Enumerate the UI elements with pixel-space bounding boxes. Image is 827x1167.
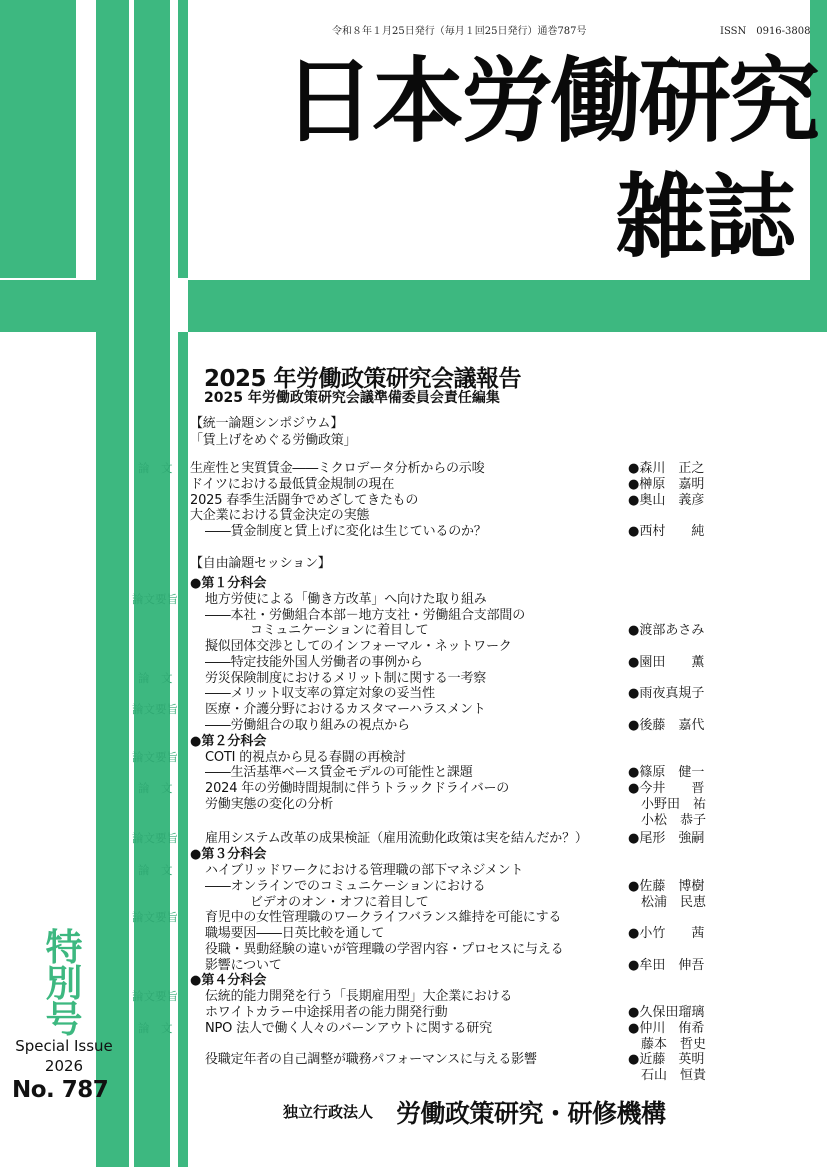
issue-number: No. 787 [12,1077,109,1103]
article-title: ドイツにおける最低賃金規制の現在 [190,476,395,492]
toc-row [0,524,827,539]
session-title: ●第３分科会 [190,847,267,862]
article-title: 地方労使による「働き方改革」へ向けた取り組み [205,591,487,607]
session-heading [0,847,827,862]
article-title: 雇用システム改革の成果検証（雇用流動化政策は実を結んだか？） [205,831,588,847]
toc-row [0,781,827,796]
toc-row [0,1005,827,1020]
author-name: ●篠原 健一 [628,765,705,781]
author-name: ●西村 純 [628,524,705,539]
article-type-label: 論 文 [138,461,173,475]
author-name: 小松 恭子 [628,812,707,828]
article-title: 伝統的能力開発を行う「長期雇用型」大企業における [205,989,513,1005]
toc-row [0,639,827,654]
article-type-label: 論文要旨 [132,749,178,764]
toc-row [0,813,827,828]
green-band-top-left [0,0,76,278]
article-title: コミュニケーションに着目して [250,623,429,639]
article-title: 役職・異動経験の違いが管理職の学習内容・プロセスに与える [205,941,564,957]
author-name: ●園田 薫 [628,654,705,670]
article-type-label: 論文要旨 [132,591,178,606]
article-type-label: 論文要旨 [132,910,178,925]
article-title: 生産性と実質賃金――ミクロデータ分析からの示唆 [190,461,485,476]
toc-row [0,671,827,686]
article-title: 労災保険制度におけるメリット制に関する一考察 [205,670,487,686]
green-band-stripe-thin [178,0,188,278]
article-title: COTI 的視点から見る春闘の再検討 [205,749,406,765]
toc-row [0,508,827,523]
author-name: ●後藤 嘉代 [628,717,705,733]
author-name: ●森川 正之 [628,461,705,476]
article-title: 影響について [205,957,282,973]
author-name: 石山 恒貴 [628,1068,707,1083]
special-char-3: 号 [45,998,83,1041]
toc-row [0,461,827,476]
article-title: 2024 年の労働時間規制に伴うトラックドライバーの [205,781,510,796]
article-title: 医療・介護分野におけるカスタマーハラスメント [205,702,486,717]
author-name: ●今井 晋 [628,781,705,796]
feature-subtitle: 2025 年労働政策研究会議準備委員会責任編集 [204,390,500,406]
author-name: ●榊原 嘉明 [628,476,705,492]
author-name: 藤本 哲史 [628,1036,707,1052]
toc-row [0,686,827,701]
toc-row [0,910,827,925]
special-char-1: 特 [45,926,83,969]
article-title: 職場要因――日英比較を通して [205,926,385,941]
publisher-prefix: 独立行政法人 [283,1103,374,1121]
special-issue-english: Special Issue [15,1037,113,1055]
article-title: ――賃金制度と賃上げに変化は生じているのか？ [205,524,487,539]
toc-row [0,655,827,670]
session-heading [0,734,827,749]
toc-row [0,608,827,623]
toc-row [0,926,827,941]
journal-title-line2: 雑誌 [615,164,794,271]
session-title: ●第１分科会 [190,575,267,591]
symposium-heading: 【統一論題シンポジウム】 [190,416,344,431]
article-title: 2025 春季生活闘争でめざしてきたもの [190,492,419,508]
toc-row [0,623,827,638]
article-title: ――労働組合の取り組みの視点から [205,717,410,733]
author-name: ●奥山 義彦 [628,492,705,508]
toc-row [0,702,827,717]
toc-row [0,989,827,1004]
symposium-theme: 「賃上げをめぐる労働政策」 [190,433,357,448]
toc-row [0,592,827,607]
toc-row [0,958,827,973]
article-type-label: 論 文 [138,781,173,795]
publication-info: 令和８年１月25日発行（毎月１回25日発行）通巻787号 [332,26,587,37]
toc-row [0,765,827,780]
journal-title-line1: 日本労働研究 [283,48,818,155]
issue-year: 2026 [44,1057,84,1075]
article-title: ――オンラインでのコミュニケーションにおける [205,878,486,894]
toc-row [0,879,827,894]
toc-row [0,477,827,492]
article-title: ――メリット収支率の算定対象の妥当性 [205,686,435,702]
session-title: ●第４分科会 [190,973,267,989]
article-title: ホワイトカラー中途採用者の能力開発行動 [205,1005,448,1020]
author-name: 小野田 祐 [628,796,707,812]
feature-title: 2025 年労働政策研究会議報告 [204,366,522,392]
toc-row [0,718,827,733]
toc-row [0,1068,827,1083]
special-issue-mark [40,926,88,1041]
session-heading [0,973,827,988]
author-name: ●近藤 英明 [628,1052,705,1068]
publisher-name: 労働政策研究・研修機構 [396,1099,666,1128]
toc-row [0,863,827,878]
article-title: ハイブリッドワークにおける管理職の部下マネジメント [205,863,524,878]
toc-row [0,750,827,765]
toc-row [0,1021,827,1036]
special-char-2: 別 [45,962,83,1005]
author-name: 松浦 民恵 [628,894,707,910]
article-title: ――特定技能外国人労働者の事例から [205,654,423,670]
green-band-horizontal-right [188,280,827,332]
session-title: ●第２分科会 [190,733,267,749]
author-name: ●尾形 強嗣 [628,831,705,847]
article-type-label: 論 文 [138,1020,173,1035]
green-band-horizontal [0,280,129,332]
author-name: ●仲川 侑希 [628,1020,705,1036]
toc-row [0,797,827,812]
author-name: ●小竹 茜 [628,926,705,941]
article-title: 育児中の女性管理職のワークライフバランス維持を可能にする [205,910,562,926]
article-title: 役職定年者の自己調整が職務パフォーマンスに与える影響 [205,1052,537,1068]
article-title: 大企業における賃金決定の実態 [190,508,370,524]
issn: ISSN 0916-3808 [720,26,811,37]
toc-row [0,1037,827,1052]
author-name: ●雨夜真規子 [628,686,705,702]
article-type-label: 論 文 [138,670,173,685]
toc-row [0,895,827,910]
article-title: 擬似団体交渉としてのインフォーマル・ネットワーク [205,639,512,654]
article-title: ――生活基準ベース賃金モデルの可能性と課題 [205,765,473,781]
article-title: ビデオのオン・オフに着目して [250,894,429,910]
article-type-label: 論 文 [138,863,173,877]
toc-row [0,493,827,508]
article-type-label: 論文要旨 [132,989,178,1004]
author-name: ●渡部あさみ [628,623,705,639]
toc-row [0,831,827,846]
article-title: NPO 法人で働く人々のバーンアウトに関する研究 [205,1020,492,1036]
toc-row [0,942,827,957]
article-title: ――本社・労働組合本部－地方支社・労働組合支部間の [205,607,526,623]
toc-row [0,1052,827,1067]
session-heading [0,576,827,591]
article-type-label: 論文要旨 [132,702,178,716]
author-name: ●佐藤 博樹 [628,878,705,894]
author-name: ●牟田 伸吾 [628,957,705,973]
free-session-heading: 【自由論題セッション】 [190,556,331,571]
author-name: ●久保田瑠璃 [628,1005,705,1020]
article-title: 労働実態の変化の分析 [205,796,334,812]
article-type-label: 論文要旨 [132,831,178,846]
